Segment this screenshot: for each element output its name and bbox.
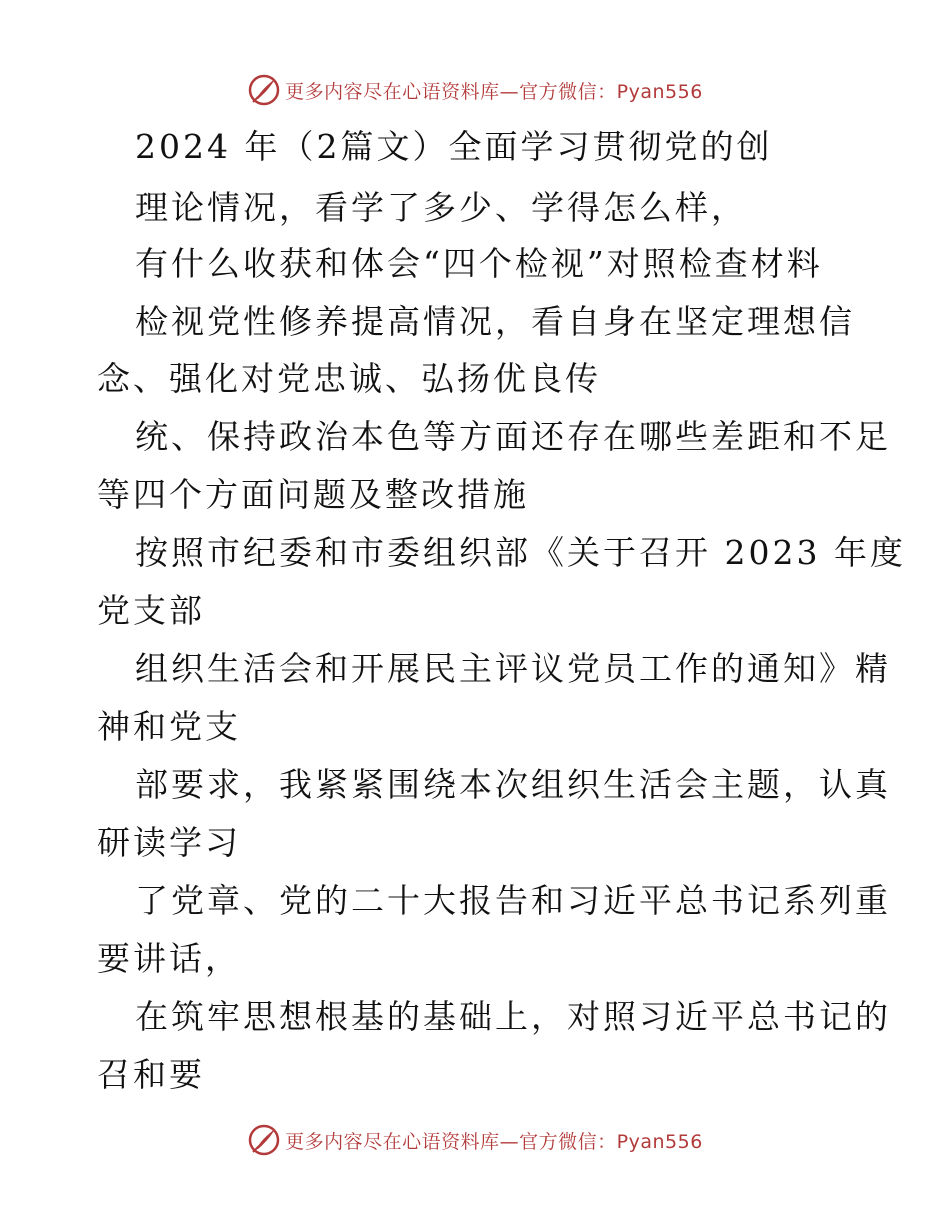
doc-body-line: 部要求，我紧紧围绕本次组织生活会主题，认真 xyxy=(135,765,891,804)
watermark-text: 更多内容尽在心语资料库—官方微信：Pyan556 xyxy=(285,1130,703,1153)
doc-title-line-3: 有什么收获和体会“四个检视”对照检查材料 xyxy=(135,244,823,283)
watermark-text: 更多内容尽在心语资料库—官方微信：Pyan556 xyxy=(285,80,703,103)
doc-body-line: 等四个方面问题及整改措施 xyxy=(97,475,529,514)
doc-body-line: 检视党性修养提高情况，看自身在坚定理想信 xyxy=(135,302,855,341)
doc-body-line: 统、保持政治本色等方面还存在哪些差距和不足 xyxy=(135,417,891,456)
quill-pen-logo-icon xyxy=(247,1123,281,1157)
doc-title-line-1: 2024 年（2篇文）全面学习贯彻党的创 xyxy=(135,127,773,166)
doc-body-line: 了党章、党的二十大报告和习近平总书记系列重 xyxy=(135,881,891,920)
doc-body-line: 神和党支 xyxy=(97,707,241,746)
doc-title-line-2: 理论情况，看学了多少、学得怎么样， xyxy=(135,188,747,227)
quill-pen-logo-icon xyxy=(247,73,281,107)
doc-body-line: 研读学习 xyxy=(97,823,241,862)
doc-body-line: 组织生活会和开展民主评议党员工作的通知》精 xyxy=(135,649,891,688)
doc-body-line: 在筑牢思想根基的基础上，对照习近平总书记的 xyxy=(135,997,891,1036)
doc-body-line: 念、强化对党忠诚、弘扬优良传 xyxy=(97,359,601,398)
header-watermark xyxy=(0,70,950,110)
footer-watermark xyxy=(0,1120,950,1160)
doc-body-line: 要讲话， xyxy=(97,939,241,978)
doc-body-line: 按照市纪委和市委组织部《关于召开 2023 年度 xyxy=(135,533,906,572)
doc-body-line: 召和要 xyxy=(97,1055,205,1094)
doc-body-line: 党支部 xyxy=(97,591,205,630)
